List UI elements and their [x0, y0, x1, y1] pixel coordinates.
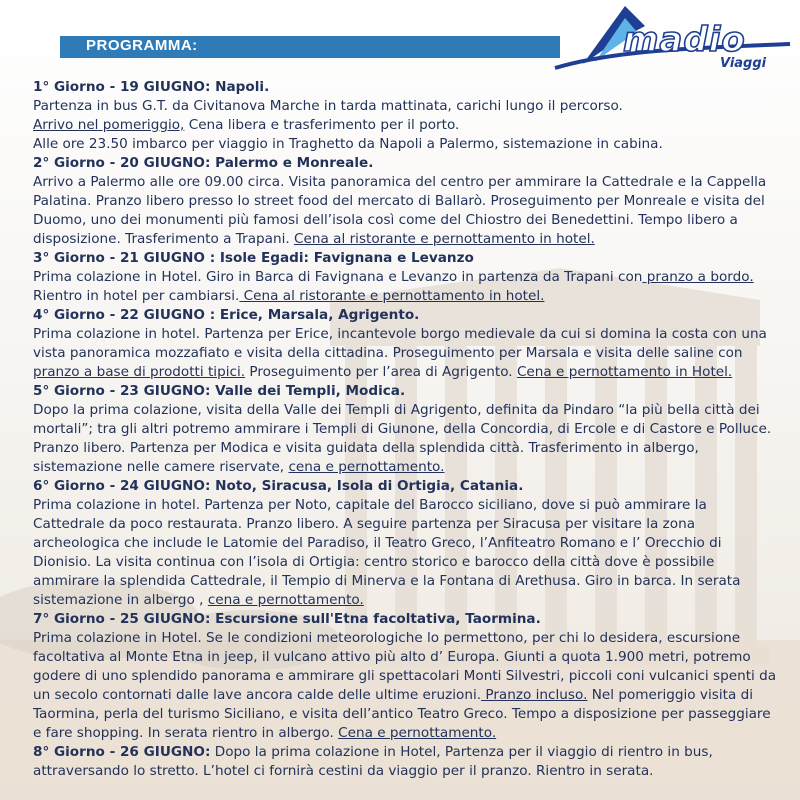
- day-text: Alle ore 23.50 imbarco per viaggio in Traghetto da Napoli a Palermo, sistemazione in cabina.: [33, 136, 663, 152]
- day-text: Partenza in bus G.T. da Civitanova Marche in tarda mattinata, carichi lungo il percorso.: [33, 98, 623, 114]
- day-text-part: Arrivo a Palermo alle ore 09.00 circa. Visita panoramica del centro per ammirare la Cattedrale e la Cappella Palatina. Pranzo libero presso lo street food del mercato di Ballarò. Proseguimento per Monreale e visita del Duomo, uno dei monumenti più famosi dell’isola così come del Chiostro dei Benedettini. Tempo libero a disposizione. Trasferimento a Trapani.: [33, 174, 767, 247]
- day-text: [33, 496, 778, 610]
- day-title: 2° Giorno - 20 GIUGNO: Palermo e Monreale.: [33, 155, 374, 171]
- underlined-text: cena e pernottamento.: [207, 592, 364, 608]
- day-2: [33, 154, 778, 249]
- day-title: 1° Giorno - 19 GIUGNO: Napoli.: [33, 79, 270, 95]
- underlined-text: cena e pernottamento.: [288, 459, 445, 475]
- day-text-part: Dopo la prima colazione in Hotel, Partenza per il viaggio di rientro in bus, attraversando lo stretto. L’hotel ci fornirà cestini da viaggio per il pranzo. Rientro in serata.: [33, 744, 713, 779]
- day-text-part: Nel pomeriggio visita di Taormina, perla del turismo Siciliano, e visita dell’antico Teatro Greco. Tempo a disposizione per passeggiare e fare shopping. In serata rientro in albergo.: [33, 687, 771, 741]
- underlined-text: Arrivo nel pomeriggio,: [33, 117, 185, 133]
- underlined-text: pranzo a base di prodotti tipici.: [33, 364, 246, 380]
- day-5: [33, 382, 778, 477]
- day-title: 7° Giorno - 25 GIUGNO: Escursione sull'Etna facoltativa, Taormina.: [33, 611, 541, 627]
- day-title: 3° Giorno - 21 GIUGNO : Isole Egadi: Favignana e Levanzo: [33, 250, 474, 266]
- underlined-text: pranzo a bordo.: [642, 269, 754, 285]
- day-title: 5° Giorno - 23 GIUGNO: Valle dei Templi, Modica.: [33, 383, 406, 399]
- day-title: 6° Giorno - 24 GIUGNO: Noto, Siracusa, Isola di Ortigia, Catania.: [33, 478, 524, 494]
- day-text: [33, 401, 778, 477]
- day-text-part: Prima colazione in hotel. Partenza per Noto, capitale del Barocco siciliano, dove si può ammirare la Cattedrale da poco restaurata. Pranzo libero. A seguire partenza per Siracusa per visitare la zona archeologica che include le Latomie del Paradiso, il Teatro Greco, l’Anfiteatro Romano e l’ Orecchio di Dionisio. La visita continua con l’isola di Ortigia: centro storico e barocco della città dove è possibile ammirare la splendida Cattedrale, il Tempio di Minerva e la Fontana di Arethusa. Giro in barca. In serata sistemazione in albergo ,: [33, 497, 741, 608]
- day-6: [33, 477, 778, 610]
- day-text-part: Proseguimento per l’area di Agrigento.: [245, 364, 517, 380]
- day-4: [33, 306, 778, 382]
- day-3: [33, 249, 778, 306]
- day-text: [33, 173, 778, 249]
- underlined-text: Cena al ristorante e pernottamento in hotel.: [239, 288, 545, 304]
- day-text: [33, 268, 778, 306]
- day-title: 4° Giorno - 22 GIUGNO : Erice, Marsala, Agrigento.: [33, 307, 420, 323]
- day-text-part: Rientro in hotel per cambiarsi.: [33, 288, 240, 304]
- underlined-text: Cena al ristorante e pernottamento in hotel.: [294, 231, 595, 247]
- itinerary: [33, 78, 778, 781]
- logo-subtitle: Viaggi: [720, 56, 767, 71]
- day-text-part: Prima colazione in Hotel. Giro in Barca di Favignana e Levanzo in partenza da Trapani con: [33, 269, 643, 285]
- day-text: [33, 743, 778, 781]
- day-text-part: Prima colazione in Hotel. Se le condizioni meteorologiche lo permettono, per chi lo desidera, escursione facoltativa al Monte Etna in jeep, il vulcano attivo più alto d’ Europa. Giunti a quota 1.900 metri, potremo godere di uno splendido panorama e ammirare gli spettacolari Monti Silvestri, piccoli coni vulcanici spenti da un secolo contornati dalle lave ancora calde delle ultime eruzioni.: [33, 630, 777, 703]
- day-text-part: Cena libera e trasferimento per il porto.: [184, 117, 460, 133]
- underlined-text: Pranzo incluso.: [481, 687, 588, 703]
- day-text: [33, 325, 778, 382]
- day-title: 8° Giorno - 26 GIUGNO:: [33, 744, 211, 760]
- underlined-text: Cena e pernottamento in Hotel.: [516, 364, 733, 380]
- day-text-part: Dopo la prima colazione, visita della Valle dei Templi di Agrigento, definita da Pindaro “la più bella città dei mortali”; tra gli altri potremo ammirare i Templi di Giunone, della Concordia, di Ercole e di Castore e Polluce. Pranzo libero. Partenza per Modica e visita guidata della splendida città. Trasferimento in albergo, sistemazione nelle camere riservate,: [33, 402, 772, 475]
- day-text: [33, 629, 778, 743]
- day-8: [33, 743, 778, 781]
- logo-wordmark: madio: [623, 20, 746, 60]
- underlined-text: Cena e pernottamento.: [338, 725, 497, 741]
- day-text: [33, 116, 778, 135]
- day-1: [33, 78, 778, 154]
- page-title: PROGRAMMA:: [86, 37, 198, 54]
- day-7: [33, 610, 778, 743]
- day-text-part: Prima colazione in hotel. Partenza per Erice, incantevole borgo medievale da cui si domina la costa con una vista panoramica mozzafiato e visita della cittadina. Proseguimento per Marsala e visita delle saline con: [33, 326, 767, 361]
